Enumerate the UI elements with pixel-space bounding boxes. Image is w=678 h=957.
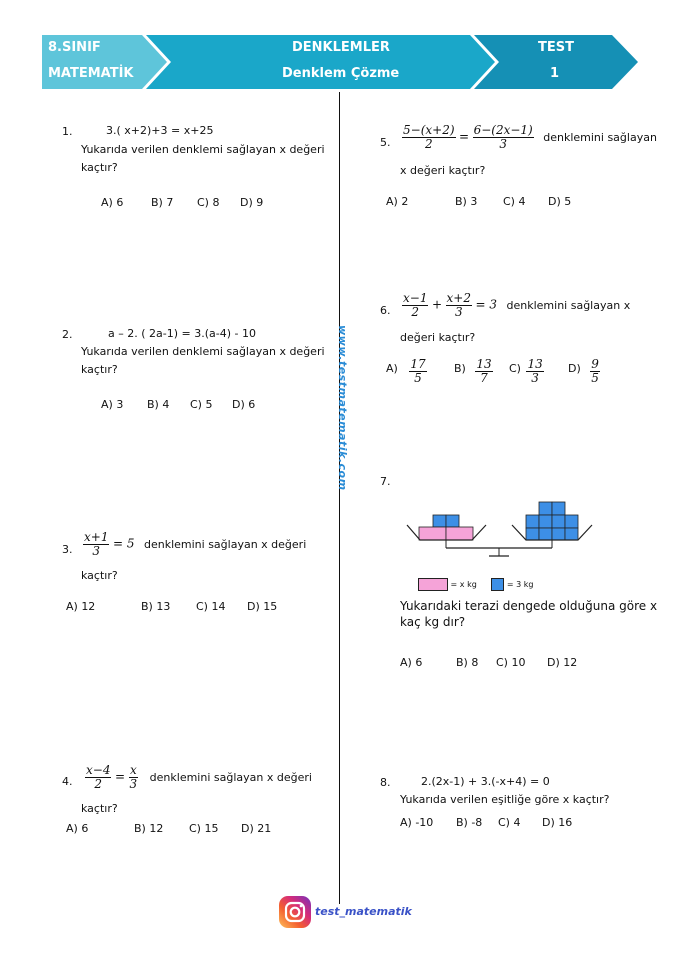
question-number: 6. bbox=[380, 304, 391, 317]
option-d[interactable]: D) 12 bbox=[547, 656, 578, 669]
fraction-denominator: 5 bbox=[591, 371, 599, 385]
question-equation: 2.(2x-1) + 3.(-x+4) = 0 bbox=[421, 775, 550, 788]
balance-scale-figure bbox=[404, 500, 604, 560]
question-equation bbox=[83, 531, 306, 558]
fraction-denominator: 3 bbox=[454, 305, 463, 319]
fraction-denominator: 3 bbox=[499, 137, 507, 151]
equals-sign: = bbox=[114, 769, 126, 784]
footer bbox=[278, 895, 418, 931]
option-b[interactable]: B) 3 bbox=[455, 195, 478, 208]
fraction-denominator: 7 bbox=[480, 371, 488, 385]
pink-block bbox=[446, 527, 473, 540]
equals-sign: = bbox=[459, 129, 470, 144]
option-d[interactable]: D) 9 bbox=[240, 196, 264, 209]
instagram-icon[interactable] bbox=[278, 895, 312, 929]
topic-title: DENKLEMLER bbox=[292, 40, 390, 55]
option-fraction bbox=[590, 358, 600, 385]
option-d[interactable]: D) 5 bbox=[548, 195, 572, 208]
option-d[interactable]: D) 6 bbox=[232, 398, 256, 411]
question-text: Yukarıdaki terazi dengede olduğuna göre x bbox=[400, 599, 658, 613]
question-text: x değeri kaçtır? bbox=[400, 164, 486, 177]
option-d[interactable]: D) 16 bbox=[542, 816, 573, 829]
fraction-numerator: x+2 bbox=[446, 291, 471, 305]
option-d[interactable]: D) 21 bbox=[241, 822, 272, 835]
fraction-denominator: 5 bbox=[414, 371, 422, 385]
question-number: 5. bbox=[380, 136, 391, 149]
option-c[interactable]: C) 4 bbox=[498, 816, 521, 829]
subject-label: MATEMATİK bbox=[48, 66, 134, 81]
question-text: Yukarıda verilen eşitliğe göre x kaçtır? bbox=[400, 793, 610, 806]
fraction-right bbox=[473, 124, 534, 151]
option-a[interactable]: A) 6 bbox=[400, 656, 423, 669]
question-text: kaçtır? bbox=[81, 161, 118, 174]
fraction-denominator: 3 bbox=[129, 777, 138, 791]
fraction-denominator: 2 bbox=[94, 777, 103, 791]
question-text: Yukarıda verilen denklemi sağlayan x değeri bbox=[81, 345, 325, 358]
fraction-numerator: 6−(2x−1) bbox=[473, 123, 533, 137]
blue-block bbox=[552, 515, 565, 528]
option-b[interactable] bbox=[454, 358, 493, 385]
plus-sign: + bbox=[431, 297, 443, 312]
blue-block bbox=[526, 528, 539, 540]
question-equation bbox=[85, 764, 312, 791]
question-number: 3. bbox=[62, 543, 73, 556]
fraction-numerator: x+1 bbox=[84, 530, 109, 544]
blue-block bbox=[433, 515, 446, 527]
subtopic-title: Denklem Çözme bbox=[282, 66, 400, 81]
question-number: 4. bbox=[62, 775, 73, 788]
option-fraction bbox=[475, 358, 492, 385]
legend-blue-swatch bbox=[491, 578, 504, 591]
fraction bbox=[83, 531, 109, 558]
option-letter: B) bbox=[454, 361, 466, 375]
option-c[interactable]: C) 8 bbox=[197, 196, 220, 209]
column-divider bbox=[339, 92, 340, 904]
option-b[interactable]: B) 12 bbox=[134, 822, 164, 835]
fraction-denominator: 3 bbox=[92, 544, 101, 558]
question-text: denklemini sağlayan x değeri bbox=[149, 770, 312, 784]
fraction-left bbox=[85, 764, 111, 791]
option-c[interactable] bbox=[509, 358, 544, 385]
fraction-numerator: 13 bbox=[527, 357, 543, 371]
blue-block bbox=[539, 502, 552, 515]
fraction-denominator: 2 bbox=[411, 305, 420, 319]
option-b[interactable]: B) 8 bbox=[456, 656, 479, 669]
option-fraction bbox=[526, 358, 543, 385]
question-number: 1. bbox=[62, 125, 73, 138]
question-equation: a – 2. ( 2a-1) = 3.(a-4) - 10 bbox=[108, 327, 256, 340]
option-letter: A) bbox=[386, 361, 398, 375]
fraction-numerator: 5−(x+2) bbox=[403, 123, 455, 137]
question-equation bbox=[402, 124, 657, 151]
fraction-right bbox=[129, 764, 139, 791]
fraction-a bbox=[402, 292, 428, 319]
grade-label: 8.SINIF bbox=[48, 40, 101, 55]
legend-pink-swatch bbox=[418, 578, 448, 591]
question-number: 8. bbox=[380, 776, 391, 789]
blue-block bbox=[539, 528, 552, 540]
fraction-b bbox=[446, 292, 472, 319]
fraction-numerator: x bbox=[129, 763, 137, 777]
option-b[interactable]: B) 4 bbox=[147, 398, 170, 411]
blue-block bbox=[552, 502, 565, 515]
fraction-denominator: 3 bbox=[531, 371, 539, 385]
question-text: denklemini sağlayan x bbox=[506, 298, 631, 312]
option-fraction bbox=[409, 358, 426, 385]
pink-block bbox=[419, 527, 446, 540]
option-a[interactable]: A) -10 bbox=[400, 816, 434, 829]
question-equation: 3.( x+2)+3 = x+25 bbox=[106, 124, 214, 137]
option-c[interactable]: C) 15 bbox=[189, 822, 219, 835]
option-a[interactable]: A) 12 bbox=[66, 600, 96, 613]
fraction-left bbox=[402, 124, 456, 151]
option-c[interactable]: C) 4 bbox=[503, 195, 526, 208]
blue-block bbox=[565, 528, 578, 540]
option-a[interactable] bbox=[386, 358, 427, 385]
question-text: denklemini sağlayan x değeri bbox=[143, 537, 307, 551]
legend-blue-label: = 3 kg bbox=[506, 580, 534, 589]
fraction-numerator: 9 bbox=[591, 357, 599, 371]
question-text: kaçtır? bbox=[81, 569, 118, 582]
blue-block bbox=[526, 515, 539, 528]
fraction-denominator: 2 bbox=[424, 137, 433, 151]
blue-block bbox=[565, 515, 578, 528]
watermark-url: www.testmatematik.com bbox=[336, 325, 349, 491]
blue-block bbox=[539, 515, 552, 528]
figure-legend bbox=[418, 578, 533, 591]
header-banner bbox=[42, 35, 642, 89]
question-number: 2. bbox=[62, 328, 73, 341]
option-letter: C) bbox=[509, 361, 521, 375]
option-c[interactable]: C) 10 bbox=[496, 656, 526, 669]
question-number: 7. bbox=[380, 475, 391, 488]
option-d[interactable] bbox=[568, 358, 600, 385]
option-b[interactable]: B) 13 bbox=[141, 600, 171, 613]
option-d[interactable]: D) 15 bbox=[247, 600, 278, 613]
fraction-numerator: 17 bbox=[410, 357, 426, 371]
option-c[interactable]: C) 14 bbox=[196, 600, 226, 613]
fraction-numerator: x−1 bbox=[403, 291, 428, 305]
question-text: kaçtır? bbox=[81, 363, 118, 376]
option-a[interactable]: A) 3 bbox=[101, 398, 124, 411]
equation-rhs: = 5 bbox=[112, 536, 135, 551]
fraction-numerator: 13 bbox=[476, 357, 492, 371]
option-letter: D) bbox=[568, 361, 581, 375]
legend-pink-label: = x kg bbox=[450, 580, 477, 589]
option-a[interactable]: A) 6 bbox=[66, 822, 89, 835]
test-label: TEST bbox=[538, 40, 574, 55]
question-text: değeri kaçtır? bbox=[400, 331, 476, 344]
option-a[interactable]: A) 2 bbox=[386, 195, 409, 208]
question-text: kaç kg dır? bbox=[400, 615, 466, 629]
blue-block bbox=[552, 528, 565, 540]
question-equation bbox=[402, 292, 630, 319]
question-text: denklemini sağlayan bbox=[543, 130, 657, 144]
blue-block bbox=[446, 515, 459, 527]
equation-rhs: = 3 bbox=[475, 297, 498, 312]
question-text: Yukarıda verilen denklemi sağlayan x değeri bbox=[81, 143, 325, 156]
option-a[interactable]: A) 6 bbox=[101, 196, 124, 209]
fraction-numerator: x−4 bbox=[86, 763, 111, 777]
instagram-handle[interactable]: test_matematik bbox=[315, 905, 412, 918]
option-c[interactable]: C) 5 bbox=[190, 398, 213, 411]
option-b[interactable]: B) -8 bbox=[456, 816, 483, 829]
test-number: 1 bbox=[550, 66, 560, 81]
option-b[interactable]: B) 7 bbox=[151, 196, 174, 209]
question-text: kaçtır? bbox=[81, 802, 118, 815]
